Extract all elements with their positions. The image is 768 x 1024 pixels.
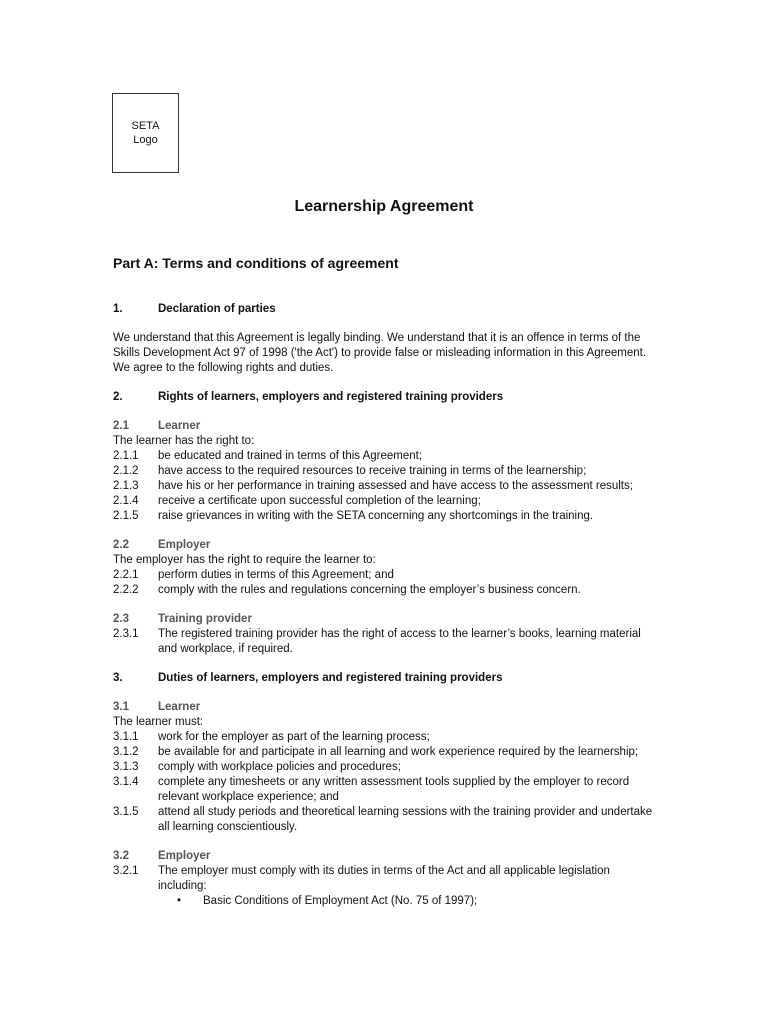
seta-logo-placeholder <box>112 93 179 173</box>
subsection-2-1-heading <box>113 419 658 434</box>
part-a-title: Part A: Terms and conditions of agreement <box>113 255 399 271</box>
item-number: 2.2.2 <box>113 584 139 596</box>
subsection-title: Employer <box>158 850 211 862</box>
list-item <box>113 627 658 657</box>
list-item <box>113 745 658 760</box>
subsection-title: Employer <box>158 539 211 551</box>
item-text: raise grievances in writing with the SETA concerning any shortcomings in the training. <box>158 510 594 522</box>
bullet-text: Basic Conditions of Employment Act (No. 75 of 1997); <box>203 895 478 907</box>
bullet-item <box>113 894 658 909</box>
subsection-3-2-heading <box>113 849 658 864</box>
item-text: work for the employer as part of the learning process; <box>158 731 430 743</box>
item-text: comply with the rules and regulations concerning the employer’s business concern. <box>158 584 581 596</box>
list-item <box>113 464 658 479</box>
subsection-2-3-heading <box>113 612 658 627</box>
section-title: Rights of learners, employers and registered training providers <box>158 391 504 403</box>
item-text: be available for and participate in all learning and work experience required by the learnership; <box>158 746 639 758</box>
list-item <box>113 805 658 835</box>
document-body <box>113 302 658 909</box>
item-text: attend all study periods and theoretical learning sessions with the training provider and undertake all learning conscientiously. <box>158 806 653 833</box>
list-item <box>113 583 658 598</box>
document-title: Learnership Agreement <box>294 198 474 215</box>
item-number: 2.2.1 <box>113 569 139 581</box>
list-item <box>113 730 658 745</box>
section-1-heading <box>113 302 658 317</box>
item-text: have his or her performance in training assessed and have access to the assessment results; <box>158 480 633 492</box>
item-text: receive a certificate upon successful completion of the learning; <box>158 495 481 507</box>
subsection-title: Learner <box>158 420 201 432</box>
section-2-heading <box>113 390 658 405</box>
subsection-2-2-heading <box>113 538 658 553</box>
item-number: 2.1.2 <box>113 465 139 477</box>
subsection-intro: The employer has the right to require the learner to: <box>113 554 376 566</box>
subsection-number: 3.2 <box>113 850 129 862</box>
item-number: 3.2.1 <box>113 865 139 877</box>
subsection-intro: The learner has the right to: <box>113 435 255 447</box>
section-number: 3. <box>113 672 123 684</box>
logo-line-2: Logo <box>133 134 158 146</box>
list-item <box>113 494 658 509</box>
item-number: 3.1.4 <box>113 776 139 788</box>
logo-line-1: SETA <box>131 120 160 132</box>
subsection-intro: The learner must: <box>113 716 204 728</box>
item-number: 3.1.1 <box>113 731 139 743</box>
bullet-icon: • <box>177 895 182 907</box>
item-text: The registered training provider has the right of access to the learner’s books, learning material and workplace, if required. <box>158 628 641 655</box>
list-item <box>113 568 658 583</box>
item-text: comply with workplace policies and procedures; <box>158 761 401 773</box>
item-number: 3.1.5 <box>113 806 139 818</box>
subsection-number: 3.1 <box>113 701 129 713</box>
item-text: be educated and trained in terms of this Agreement; <box>158 450 423 462</box>
list-item <box>113 449 658 464</box>
list-item <box>113 864 658 894</box>
declaration-paragraph: We understand that this Agreement is legally binding. We understand that it is an offence in terms of the Skills Development Act 97 of 1998 ('the Act') to provide false or misleading information in this Agreement. We agree to the following rights and duties. <box>113 332 647 374</box>
section-title: Duties of learners, employers and registered training providers <box>158 672 503 684</box>
item-number: 2.1.5 <box>113 510 139 522</box>
subsection-title: Learner <box>158 701 201 713</box>
item-number: 2.1.4 <box>113 495 139 507</box>
subsection-title: Training provider <box>158 613 252 625</box>
subsection-number: 2.2 <box>113 539 129 551</box>
item-text: perform duties in terms of this Agreement; and <box>158 569 394 581</box>
list-item <box>113 760 658 775</box>
item-number: 2.1.3 <box>113 480 139 492</box>
section-3-heading <box>113 671 658 686</box>
subsection-number: 2.3 <box>113 613 129 625</box>
item-text: complete any timesheets or any written assessment tools supplied by the employer to record relevant workplace experience; and <box>158 776 630 803</box>
item-number: 2.3.1 <box>113 628 139 640</box>
list-item <box>113 775 658 805</box>
item-number: 3.1.3 <box>113 761 139 773</box>
item-text: The employer must comply with its duties in terms of the Act and all applicable legislation including: <box>158 865 610 892</box>
item-text: have access to the required resources to receive training in terms of the learnership; <box>158 465 587 477</box>
section-number: 2. <box>113 391 123 403</box>
section-number: 1. <box>113 303 123 315</box>
list-item <box>113 509 658 524</box>
subsection-3-1-heading <box>113 700 658 715</box>
list-item <box>113 479 658 494</box>
subsection-number: 2.1 <box>113 420 129 432</box>
item-number: 2.1.1 <box>113 450 139 462</box>
section-title: Declaration of parties <box>158 303 276 315</box>
item-number: 3.1.2 <box>113 746 139 758</box>
